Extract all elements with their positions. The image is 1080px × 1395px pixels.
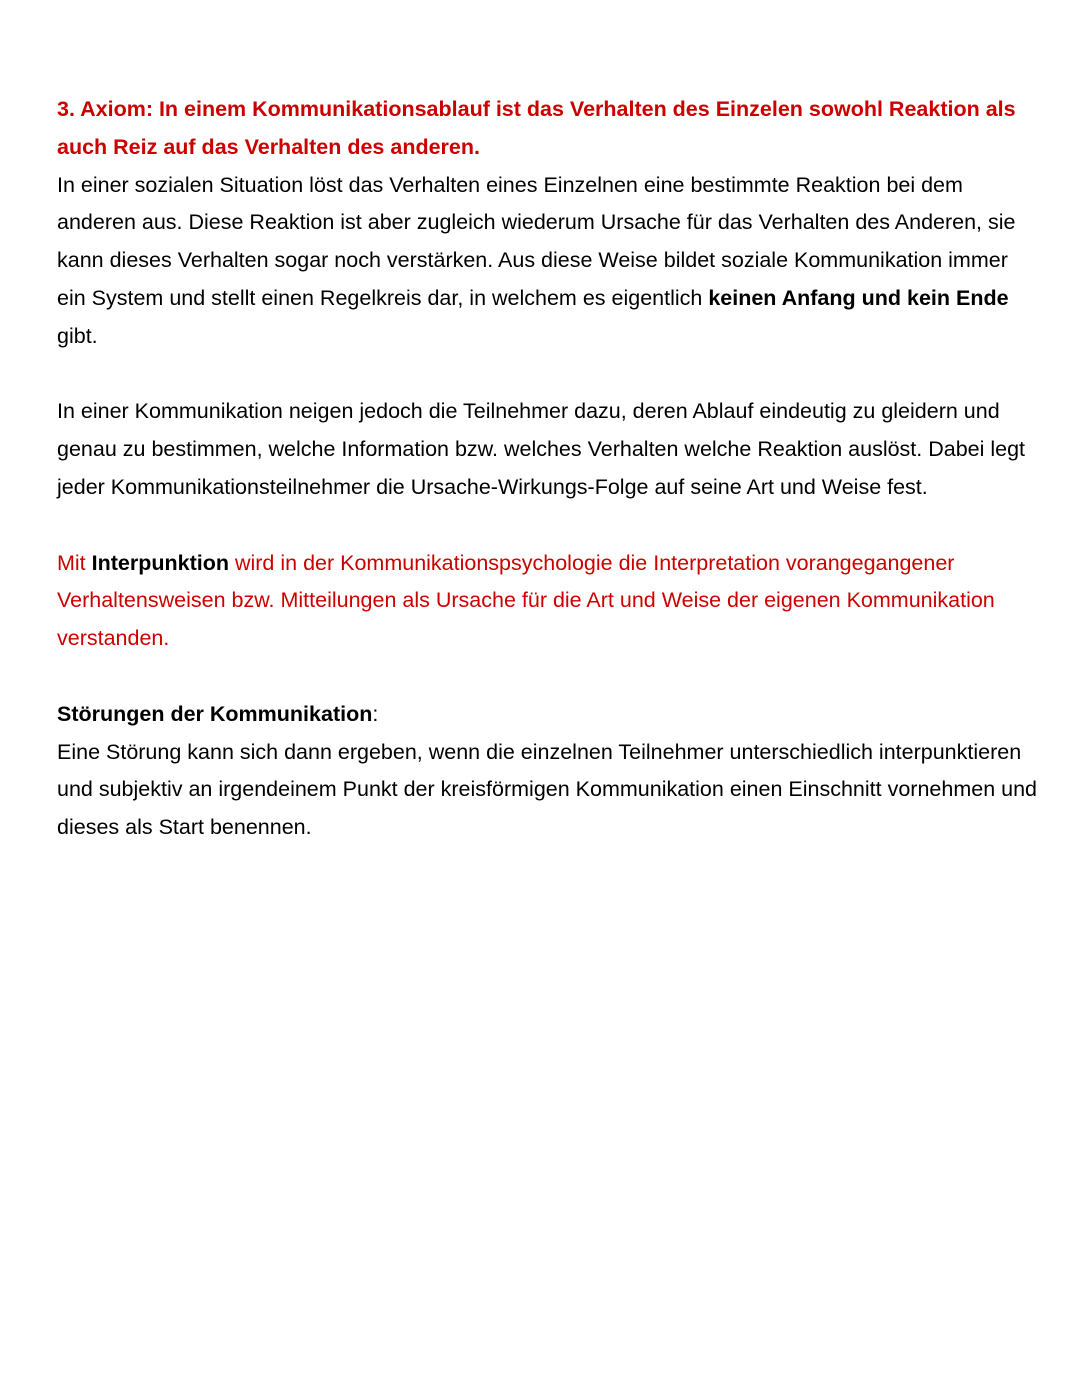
axiom-paragraph xyxy=(57,167,1037,356)
axiom-paragraph-emphasis: keinen Anfang und kein Ende xyxy=(708,285,1009,310)
spacer xyxy=(57,356,1037,394)
disturbance-title-colon: : xyxy=(372,701,379,726)
spacer xyxy=(57,658,1037,696)
axiom-paragraph-end: gibt. xyxy=(57,323,98,348)
definition-prefix: Mit xyxy=(57,550,92,575)
definition-term: Interpunktion xyxy=(91,550,229,575)
document-page xyxy=(57,91,1037,847)
punctuation-paragraph: In einer Kommunikation neigen jedoch die Teilnehmer dazu, deren Ablauf eindeutig zu gleidern und genau zu bestimmen, welche Information bzw. welches Verhalten welche Reaktion auslöst. Dabei legt jeder Kommunikationsteilnehmer die Ursache-Wirkungs-Folge auf seine Art und Weise fest. xyxy=(57,399,1026,499)
axiom-heading: 3. Axiom: In einem Kommunikationsablauf ist das Verhalten des Einzelen sowohl Reaktion als auch Reiz auf das Verhalten des anderen. xyxy=(57,97,1016,159)
disturbance-paragraph: Eine Störung kann sich dann ergeben, wenn die einzelnen Teilnehmer unterschiedlich interpunktieren und subjektiv an irgendeinem Punkt der kreisförmigen Kommunikation einen Einschnitt vornehmen und dieses als Start benennen. xyxy=(57,739,1037,840)
spacer xyxy=(57,507,1037,545)
definition-text: wird in der Kommunikationspsychologie die Interpretation vorangegangener Verhaltensweisen bzw. Mitteilungen als Ursache für die Art und Weise der eigenen Kommunikation verstanden. xyxy=(57,550,995,651)
disturbance-title: Störungen der Kommunikation xyxy=(57,701,373,726)
disturbance-title-line xyxy=(57,696,1037,734)
axiom-paragraph-text: In einer sozialen Situation löst das Verhalten eines Einzelnen eine bestimmte Reaktion bei dem anderen aus. Diese Reaktion ist aber zugleich wiederum Ursache für das Verhalten des Anderen, sie kann dieses Verhalten sogar noch verstärken. Aus diese Weise bildet soziale Kommunikation immer ein System und stellt einen Regelkreis dar, in welchem es eigentlich xyxy=(57,172,1016,310)
definition-paragraph xyxy=(57,545,1037,658)
